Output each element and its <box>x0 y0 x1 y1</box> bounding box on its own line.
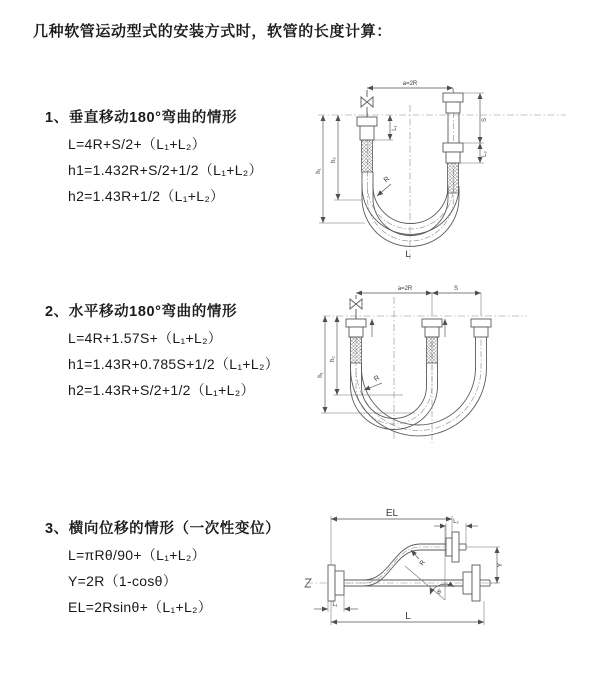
dim-label-el: EL <box>385 508 399 519</box>
pipe-fittings <box>346 319 491 363</box>
dim-label-a2r: a=2R <box>402 81 418 87</box>
dim-label-y: Y <box>497 562 504 568</box>
dim-label-h2: h₂ <box>331 157 337 163</box>
section-vertical-movement <box>45 110 263 214</box>
formula-line: h2=1.43R+S/2+1/2（L₁+L₂） <box>68 382 255 398</box>
section-2-heading: 2、水平移动180°弯曲的情形 <box>45 304 238 320</box>
formula-line: L=4R+1.57S+（L₁+L₂） <box>68 330 223 346</box>
left-pipe-fitting <box>357 117 377 172</box>
upper-flange <box>446 532 466 562</box>
dimension-s <box>459 93 488 163</box>
page-title: 几种软管运动型式的安装方式时，软管的长度计算： <box>33 23 392 40</box>
dimension-h2 <box>331 115 362 200</box>
formula-line: L=πRθ/90+（L₁+L₂） <box>68 547 206 563</box>
dimension-l <box>331 601 484 625</box>
dimension-h1 <box>318 316 415 413</box>
right-pipe-fitting <box>443 93 463 193</box>
dimension-a2r <box>356 286 481 316</box>
dimension-h2 <box>330 316 403 395</box>
formula-line: Y=2R（1-cosθ） <box>68 573 178 589</box>
radius-callout <box>364 374 382 390</box>
dim-label-h1: h₁ <box>316 168 322 174</box>
dim-label-l: L <box>405 611 411 622</box>
formula-line: h1=1.432R+S/2+1/2（L₁+L₂） <box>68 162 263 178</box>
dim-label-r: R <box>382 175 392 185</box>
formula-line: h2=1.43R+1/2（L₁+L₂） <box>68 188 225 204</box>
dimension-h1 <box>316 115 365 223</box>
dim-label-l2: L₂ <box>453 519 459 525</box>
dim-label-a2r: a=2R <box>397 286 413 292</box>
formula-line: h1=1.43R+0.785S+1/2（L₁+L₂） <box>68 356 279 372</box>
dim-label-r: R <box>418 559 427 568</box>
dim-label-l1: L₁ <box>332 602 338 608</box>
formula-line: L=4R+S/2+（L₁+L₂） <box>68 136 206 152</box>
formula-line: EL=2Rsinθ+（L₁+L₂） <box>68 599 213 615</box>
dim-label-r: R <box>373 374 382 384</box>
dim-label-s: S <box>453 286 459 292</box>
centerlines <box>318 89 566 259</box>
section-horizontal-movement <box>45 304 279 408</box>
hose-u-bend-position2 <box>351 337 487 436</box>
valve-icon <box>361 90 373 117</box>
section-3-heading: 3、横向位移的情形（一次性变位） <box>45 521 281 537</box>
section-1-heading: 1、垂直移动180°弯曲的情形 <box>45 110 238 126</box>
section-lateral-displacement <box>45 521 280 625</box>
dim-label-l2: L₂ <box>482 151 488 157</box>
left-flange <box>328 565 344 601</box>
dim-label-l: L <box>405 249 411 260</box>
hose-u-bend <box>362 172 459 246</box>
radius-callout <box>377 176 391 196</box>
diagram-lateral-displacement <box>300 505 600 635</box>
dim-label-theta: θ <box>437 589 441 596</box>
dim-label-s: S <box>482 117 488 123</box>
diagram-vertical-180-bend <box>310 75 600 265</box>
diagram-horizontal-180-bend <box>315 283 600 458</box>
dimension-a2r <box>367 81 453 92</box>
dim-label-h2: h₂ <box>330 356 336 362</box>
dimension-l1 <box>314 595 358 612</box>
dimension-l1 <box>374 115 398 140</box>
dim-label-l1: L₁ <box>392 125 398 131</box>
dimension-el <box>331 508 452 568</box>
dim-label-h1: h₁ <box>318 372 324 378</box>
valve-icon <box>350 295 362 319</box>
radius-callout <box>411 550 427 567</box>
